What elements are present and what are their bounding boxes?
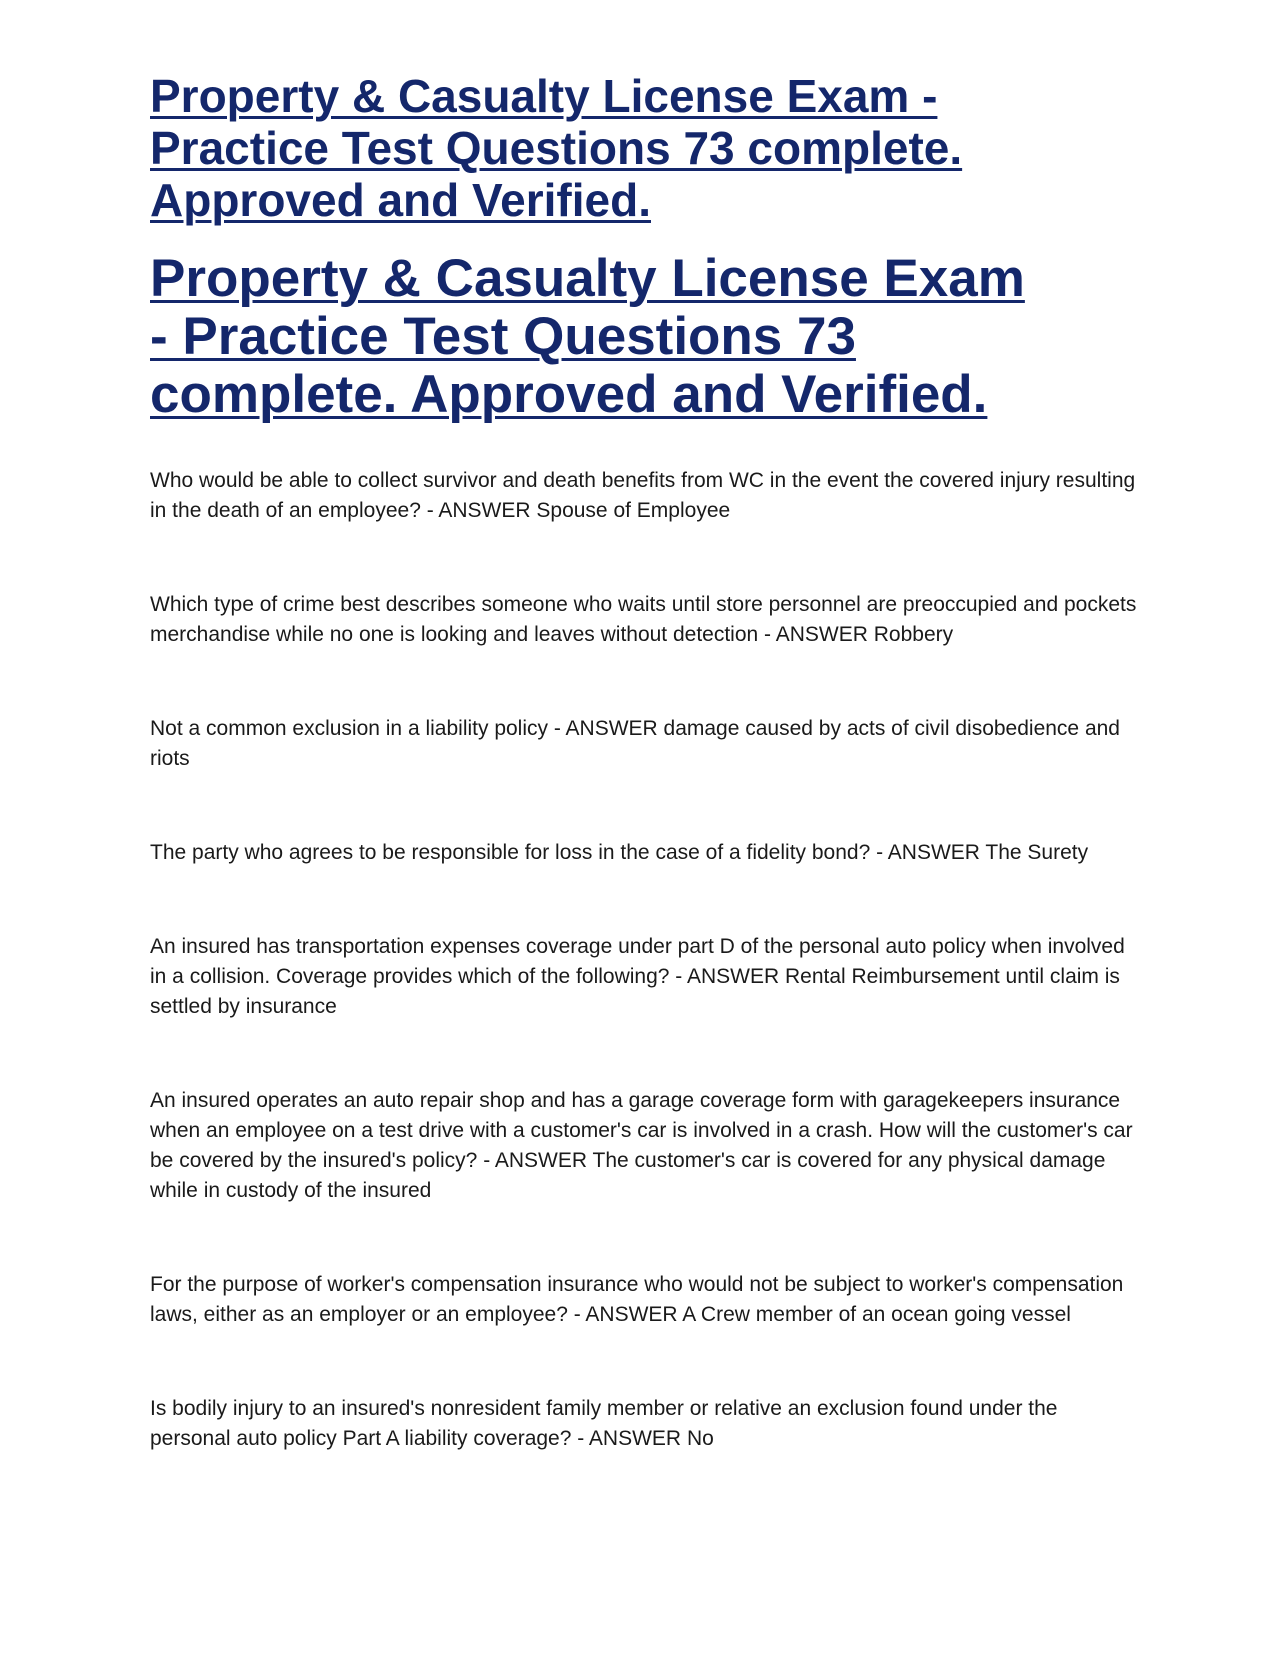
answer-text: No: [686, 1427, 714, 1450]
answer-separator: - ANSWER: [571, 1427, 687, 1450]
answer-text: The customer's car is covered for any physical damage while in custody of the insured: [150, 1149, 1106, 1202]
question-text: An insured operates an auto repair shop and has a garage coverage form with garagekeepers insurance when an employee on a test drive with a customer's car is involved in a crash. How will the customer's car be covered by the insured's policy?: [150, 1089, 1133, 1172]
answer-separator: - ANSWER: [548, 717, 664, 740]
question-text: Who would be able to collect survivor and death benefits from WC in the event the covered injury resulting in the death of an employee?: [150, 469, 1136, 522]
answer-text: A Crew member of an ocean going vessel: [682, 1303, 1071, 1326]
question-text: For the purpose of worker's compensation insurance who would not be subject to worker's compensation laws, either as an employer or an employee?: [150, 1273, 1124, 1326]
document-title-large: Property & Casualty License Exam - Practice Test Questions 73 complete. Approved and Verified.: [150, 249, 1025, 424]
qa-item: [150, 1270, 1140, 1330]
answer-separator: - ANSWER: [567, 1303, 683, 1326]
answer-text: The Surety: [985, 841, 1089, 864]
question-text: Not a common exclusion in a liability policy: [150, 717, 549, 740]
answer-separator: - ANSWER: [758, 623, 874, 646]
qa-item: [150, 1394, 1140, 1454]
answer-text: Spouse of Employee: [536, 499, 731, 522]
answer-text: Robbery: [873, 623, 954, 646]
qa-item: [150, 932, 1140, 1022]
qa-item: [150, 714, 1140, 774]
question-text: Is bodily injury to an insured's nonresident family member or relative an exclusion found under the personal auto policy Part A liability coverage?: [150, 1397, 1058, 1450]
question-text: Which type of crime best describes someone who waits until store personnel are preoccupied and pockets merchandise while no one is looking and leaves without detection: [150, 593, 1137, 646]
qa-item: [150, 1086, 1140, 1206]
qa-item: [150, 466, 1140, 526]
qa-item: [150, 590, 1140, 650]
question-text: An insured has transportation expenses coverage under part D of the personal auto policy when involved in a collision. Coverage provides which of the following?: [150, 935, 1125, 988]
answer-separator: - ANSWER: [870, 841, 986, 864]
answer-text: Rental Reimbursement until claim is settled by insurance: [150, 965, 1120, 1018]
answer-separator: - ANSWER: [477, 1149, 593, 1172]
answer-separator: - ANSWER: [420, 499, 537, 522]
qa-list: [150, 466, 1140, 1454]
question-text: The party who agrees to be responsible for loss in the case of a fidelity bond?: [150, 841, 871, 864]
answer-separator: - ANSWER: [669, 965, 785, 988]
answer-text: damage caused by acts of civil disobedience and riots: [150, 717, 1120, 770]
document-content: [150, 70, 1140, 1518]
document-title-small: Property & Casualty License Exam - Practice Test Questions 73 complete. Approved and Verified.: [150, 70, 963, 226]
qa-item: [150, 838, 1140, 868]
